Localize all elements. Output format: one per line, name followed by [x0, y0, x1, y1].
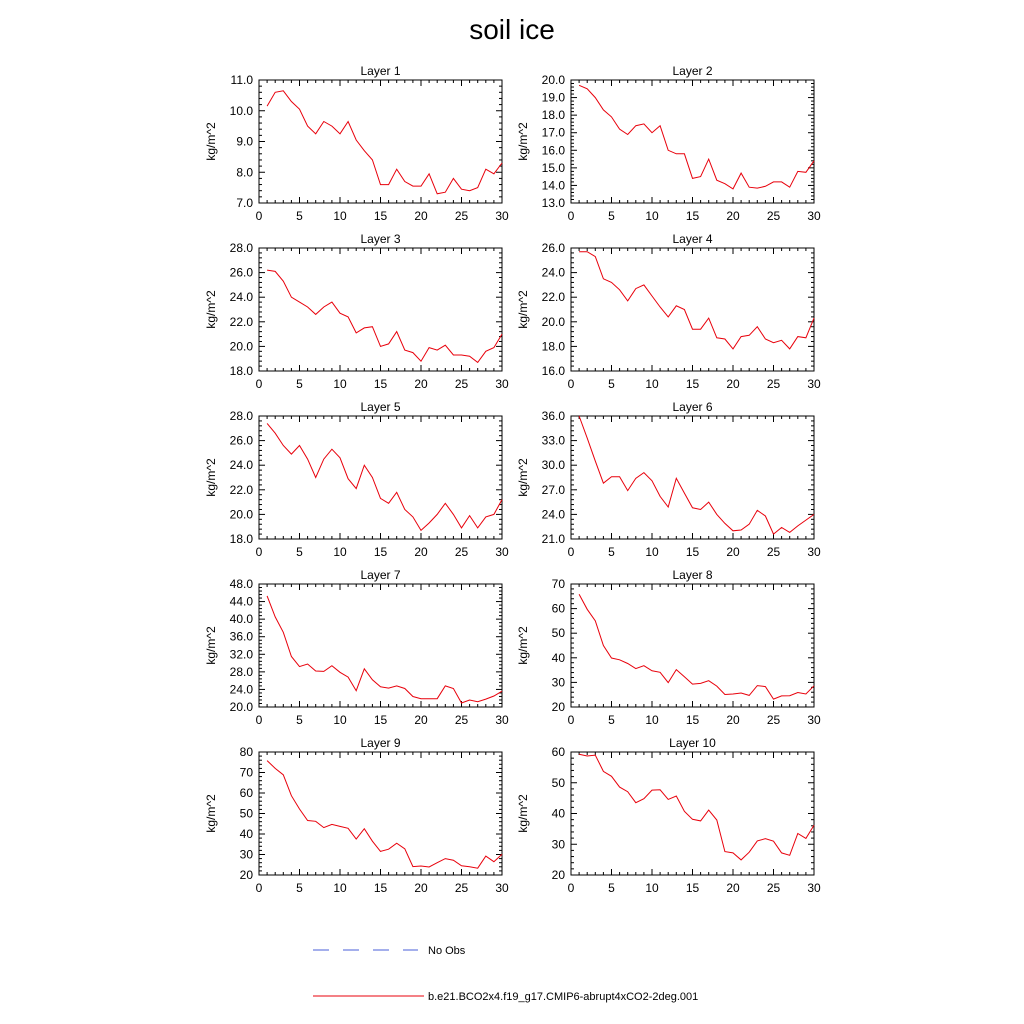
y-tick-label: 20: [239, 868, 253, 882]
x-tick-label: 5: [608, 713, 615, 727]
x-tick-label: 20: [726, 713, 740, 727]
x-tick-label: 15: [685, 713, 700, 727]
panel-title: Layer 6: [672, 400, 713, 414]
y-axis-label: kg/m^2: [516, 290, 530, 329]
y-axis-label: kg/m^2: [204, 794, 218, 833]
x-tick-label: 10: [645, 713, 659, 727]
y-tick-label: 18.0: [541, 339, 565, 354]
x-tick-label: 15: [685, 209, 700, 223]
y-tick-label: 33.0: [541, 433, 565, 448]
y-axis-label: kg/m^2: [204, 290, 218, 329]
y-axis-label: kg/m^2: [516, 122, 530, 161]
x-tick-label: 10: [333, 377, 347, 391]
y-tick-label: 11.0: [230, 73, 253, 87]
x-tick-label: 0: [567, 713, 575, 727]
x-tick-label: 15: [373, 881, 388, 895]
x-tick-label: 5: [296, 377, 303, 391]
panel-title: Layer 3: [360, 232, 401, 246]
x-tick-label: 15: [685, 881, 700, 895]
x-tick-label: 25: [454, 377, 469, 391]
x-tick-label: 15: [373, 545, 388, 559]
x-tick-label: 0: [255, 209, 263, 223]
x-tick-label: 10: [645, 881, 659, 895]
x-tick-label: 25: [454, 545, 469, 559]
x-tick-label: 25: [766, 545, 781, 559]
y-tick-label: 20: [551, 700, 565, 714]
y-tick-label: 18.0: [229, 364, 253, 378]
x-tick-label: 20: [726, 881, 740, 895]
y-tick-label: 16.0: [541, 143, 565, 158]
x-tick-label: 30: [495, 209, 509, 223]
x-tick-label: 10: [333, 545, 347, 559]
x-tick-label: 5: [296, 881, 303, 895]
y-tick-label: 30: [551, 837, 565, 852]
x-tick-label: 25: [766, 209, 781, 223]
x-tick-label: 20: [414, 545, 428, 559]
y-tick-label: 40.0: [229, 612, 253, 627]
y-tick-label: 60: [239, 786, 253, 800]
y-axis-label: kg/m^2: [516, 794, 530, 833]
y-tick-label: 7.0: [236, 196, 253, 210]
y-tick-label: 8.0: [236, 165, 253, 180]
panel-title: Layer 5: [360, 400, 401, 414]
x-tick-label: 10: [333, 881, 347, 895]
y-tick-label: 28.0: [229, 409, 253, 423]
y-tick-label: 28.0: [229, 241, 253, 255]
y-tick-label: 18.0: [541, 108, 565, 123]
y-axis-label: kg/m^2: [516, 458, 530, 497]
y-tick-label: 70: [239, 765, 253, 780]
y-tick-label: 22.0: [229, 314, 253, 329]
x-tick-label: 5: [296, 545, 303, 559]
x-tick-label: 30: [807, 713, 821, 727]
x-tick-label: 5: [608, 545, 615, 559]
x-tick-label: 5: [608, 377, 615, 391]
y-tick-label: 24.0: [541, 265, 565, 280]
y-tick-label: 24.0: [229, 682, 253, 697]
x-tick-label: 20: [414, 713, 428, 727]
y-tick-label: 50: [551, 626, 565, 641]
y-axis-label: kg/m^2: [516, 626, 530, 665]
y-tick-label: 60: [551, 745, 565, 759]
y-tick-label: 30: [551, 675, 565, 690]
y-tick-label: 13.0: [541, 196, 565, 210]
y-tick-label: 26.0: [541, 241, 565, 255]
x-tick-label: 25: [454, 209, 469, 223]
x-tick-label: 30: [807, 377, 821, 391]
y-tick-label: 48.0: [229, 577, 253, 591]
x-tick-label: 15: [373, 377, 388, 391]
x-tick-label: 0: [255, 713, 263, 727]
y-tick-label: 24.0: [229, 458, 253, 473]
y-tick-label: 60: [551, 601, 565, 616]
y-tick-label: 21.0: [541, 532, 565, 546]
y-axis-label: kg/m^2: [204, 122, 218, 161]
y-tick-label: 26.0: [229, 433, 253, 448]
x-tick-label: 30: [495, 545, 509, 559]
y-tick-label: 30: [239, 847, 253, 862]
x-tick-label: 0: [255, 881, 263, 895]
y-tick-label: 17.0: [541, 125, 565, 140]
x-tick-label: 30: [807, 209, 821, 223]
y-tick-label: 19.0: [541, 90, 565, 105]
y-tick-label: 14.0: [541, 178, 565, 193]
x-tick-label: 5: [608, 209, 615, 223]
x-tick-label: 15: [373, 209, 388, 223]
x-tick-label: 0: [567, 377, 575, 391]
x-tick-label: 15: [685, 377, 700, 391]
x-tick-label: 0: [567, 881, 575, 895]
y-tick-label: 22.0: [541, 290, 565, 305]
x-tick-label: 20: [414, 881, 428, 895]
x-tick-label: 25: [766, 377, 781, 391]
x-tick-label: 20: [726, 377, 740, 391]
y-tick-label: 16.0: [541, 364, 565, 378]
panel-title: Layer 2: [672, 64, 713, 78]
x-tick-label: 10: [645, 377, 659, 391]
y-tick-label: 15.0: [541, 160, 565, 175]
x-tick-label: 30: [495, 881, 509, 895]
x-tick-label: 0: [567, 545, 575, 559]
y-tick-label: 40: [551, 806, 565, 821]
x-tick-label: 0: [567, 209, 575, 223]
x-tick-label: 20: [726, 209, 740, 223]
panel-title: Layer 10: [669, 736, 716, 750]
x-tick-label: 10: [645, 545, 659, 559]
x-tick-label: 0: [255, 377, 263, 391]
y-tick-label: 70: [551, 577, 565, 591]
y-tick-label: 10.0: [229, 103, 253, 118]
legend-model-label: b.e21.BCO2x4.f19_g17.CMIP6-abrupt4xCO2-2deg.001: [428, 991, 699, 1003]
y-tick-label: 9.0: [236, 134, 253, 149]
y-tick-label: 30.0: [541, 458, 565, 473]
x-tick-label: 15: [685, 545, 700, 559]
x-tick-label: 30: [495, 377, 509, 391]
y-tick-label: 18.0: [229, 532, 253, 546]
y-tick-label: 32.0: [229, 647, 253, 662]
x-tick-label: 20: [414, 209, 428, 223]
x-tick-label: 10: [333, 713, 347, 727]
panel-title: Layer 1: [360, 64, 401, 78]
y-tick-label: 24.0: [541, 507, 565, 522]
y-tick-label: 20.0: [229, 507, 253, 522]
panel-title: Layer 8: [672, 568, 713, 582]
y-tick-label: 20.0: [541, 73, 565, 87]
x-tick-label: 25: [454, 881, 469, 895]
y-axis-label: kg/m^2: [204, 626, 218, 665]
y-tick-label: 24.0: [229, 290, 253, 305]
x-tick-label: 5: [608, 881, 615, 895]
y-tick-label: 44.0: [229, 594, 253, 609]
y-tick-label: 50: [239, 806, 253, 821]
x-tick-label: 25: [454, 713, 469, 727]
y-tick-label: 20.0: [229, 700, 253, 714]
panel-title: Layer 9: [360, 736, 401, 750]
x-tick-label: 30: [495, 713, 509, 727]
legend-obs-label: No Obs: [428, 945, 466, 957]
x-tick-label: 25: [766, 713, 781, 727]
y-tick-label: 26.0: [229, 265, 253, 280]
x-tick-label: 25: [766, 881, 781, 895]
y-tick-label: 27.0: [541, 482, 565, 497]
x-tick-label: 30: [807, 545, 821, 559]
panel-title: Layer 7: [360, 568, 401, 582]
y-tick-label: 20.0: [229, 339, 253, 354]
panel-title: Layer 4: [672, 232, 713, 246]
y-axis-label: kg/m^2: [204, 458, 218, 497]
y-tick-label: 20: [551, 868, 565, 882]
y-tick-label: 20.0: [541, 314, 565, 329]
y-tick-label: 36.0: [541, 409, 565, 423]
y-tick-label: 28.0: [229, 664, 253, 679]
y-tick-label: 40: [239, 827, 253, 841]
x-tick-label: 5: [296, 713, 303, 727]
x-tick-label: 10: [333, 209, 347, 223]
x-tick-label: 30: [807, 881, 821, 895]
y-tick-label: 36.0: [229, 629, 253, 644]
y-tick-label: 22.0: [229, 482, 253, 497]
y-tick-label: 50: [551, 775, 565, 790]
x-tick-label: 0: [255, 545, 263, 559]
x-tick-label: 15: [373, 713, 388, 727]
x-tick-label: 20: [414, 377, 428, 391]
x-tick-label: 20: [726, 545, 740, 559]
x-tick-label: 10: [645, 209, 659, 223]
x-tick-label: 5: [296, 209, 303, 223]
y-tick-label: 40: [551, 650, 565, 665]
y-tick-label: 80: [239, 745, 253, 759]
page-title: soil ice: [469, 14, 555, 45]
